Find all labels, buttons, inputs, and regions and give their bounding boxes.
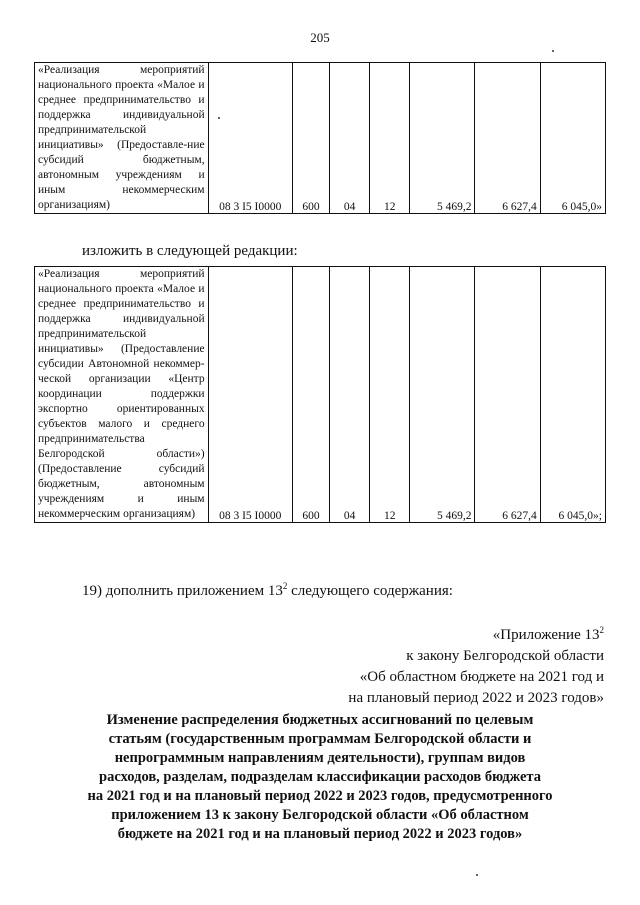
page-number: 205	[310, 30, 330, 45]
expense-type-code: 600	[292, 267, 329, 523]
title-line: приложением 13 к закону Белгородской области «Об областном	[111, 807, 529, 823]
paragraph-suffix: следующего содержания:	[287, 583, 453, 599]
appendix-line: к закону Белгородской области	[406, 648, 604, 664]
row-name-cell: «Реализация мероприятий национального проекта «Малое и среднее предпринимательство и поддержка индивидуальной предпринимательской инициативы» (Предоставле-ние субсидий бюджетным, автономным учреждениям и иным некоммерческим организациям)	[35, 63, 209, 214]
subsection-code: 12	[370, 267, 410, 523]
paragraph-add-appendix	[82, 583, 453, 600]
amount-2022: 6 627,4	[475, 63, 540, 214]
paragraph-prefix: 19) дополнить приложением 13	[82, 583, 283, 599]
paragraph-new-edition: изложить в следующей редакции:	[82, 243, 298, 259]
scan-speck	[552, 50, 554, 52]
amount-2023: 6 045,0»;	[540, 267, 605, 523]
appendix-header	[304, 625, 604, 709]
appendix-line: на плановый период 2022 и 2023 годов»	[348, 690, 604, 706]
target-article-code: 08 3 I5 I0000	[208, 63, 292, 214]
amount-2021: 5 469,2	[410, 267, 475, 523]
expense-type-code: 600	[292, 63, 329, 214]
title-line: непрограммным направлениям деятельности), группам видов	[114, 750, 526, 766]
scan-speck	[476, 874, 478, 876]
table-row	[35, 267, 606, 523]
title-line: расходов, разделам, подразделам классификации расходов бюджета	[99, 769, 541, 785]
appendix-number: «Приложение 13	[492, 627, 600, 643]
superscript: 2	[282, 581, 288, 591]
section-code: 04	[330, 63, 370, 214]
appendix-line: «Об областном бюджете на 2021 год и	[359, 669, 604, 685]
title-line: на 2021 год и на плановый период 2022 и 2023 годов, предусмотренного	[87, 788, 553, 804]
target-article-code: 08 3 I5 I0000	[208, 267, 292, 523]
table-row	[35, 63, 606, 214]
section-code: 04	[330, 267, 370, 523]
title-line: бюджете на 2021 год и на плановый период 2022 и 2023 годов»	[117, 826, 523, 842]
scan-speck	[218, 117, 220, 119]
row-name-cell: «Реализация мероприятий национального проекта «Малое и среднее предпринимательство и поддержка индивидуальной предпринимательской инициативы» (Предоставление субсидии Автономной некоммер-ческой организации «Центр координации поддержки экспортно ориентированных субъектов малого и среднего предпринимательства Белгородской области») (Предоставление субсидий бюджетным, автономным учреждениям и иным некоммерческим организациям)	[35, 267, 209, 523]
budget-table-revised	[34, 266, 606, 523]
document-title	[40, 711, 600, 844]
title-line: Изменение распределения бюджетных ассигнований по целевым	[106, 712, 534, 728]
budget-table-original	[34, 62, 606, 214]
superscript: 2	[599, 625, 604, 635]
subsection-code: 12	[370, 63, 410, 214]
amount-2021: 5 469,2	[410, 63, 475, 214]
appendix-line	[304, 625, 604, 646]
title-line: статьям (государственным программам Белгородской области и	[108, 731, 532, 747]
amount-2022: 6 627,4	[475, 267, 540, 523]
amount-2023: 6 045,0»	[540, 63, 605, 214]
